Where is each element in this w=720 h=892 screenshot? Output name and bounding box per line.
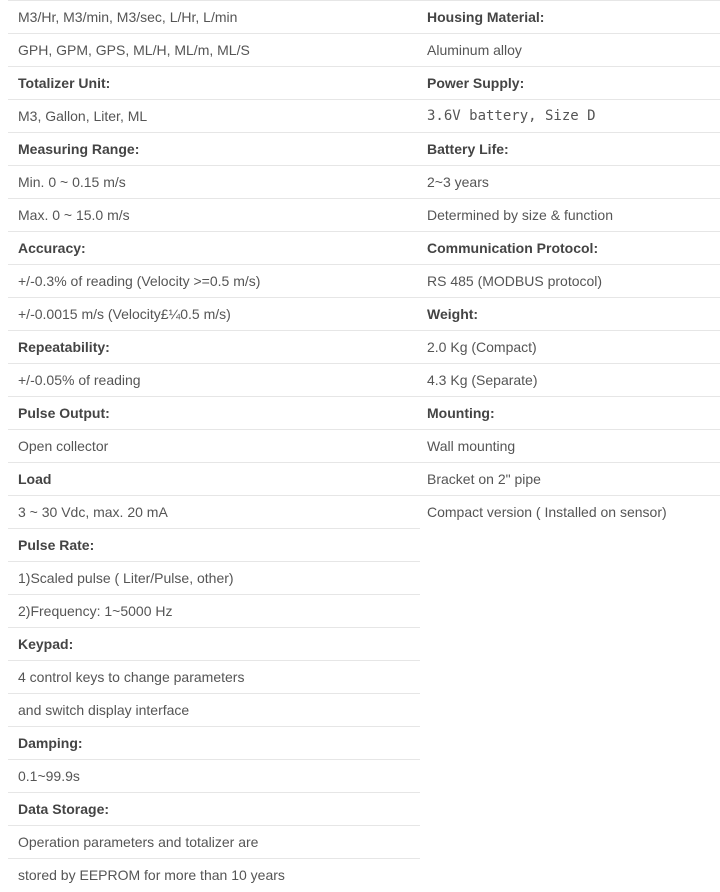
spec-left-value: +/-0.0015 m/s (Velocity£¼0.5 m/s) <box>8 298 420 331</box>
spec-right-heading: Mounting: <box>417 397 720 430</box>
spec-right-value: 2~3 years <box>417 166 720 199</box>
spec-left-value: Operation parameters and totalizer are <box>8 826 420 859</box>
spec-left-heading: Measuring Range: <box>8 133 420 166</box>
spec-left-value: Open collector <box>8 430 420 463</box>
spec-column-left <box>8 0 420 892</box>
spec-right-value: 3.6V battery, Size D <box>417 100 720 133</box>
spec-left-value: stored by EEPROM for more than 10 years <box>18 867 285 883</box>
spec-right-heading: Communication Protocol: <box>417 232 720 265</box>
spec-right-value: Wall mounting <box>417 430 720 463</box>
spec-left-heading: Accuracy: <box>8 232 420 265</box>
spec-right-value: 4.3 Kg (Separate) <box>417 364 720 397</box>
spec-left-value: +/-0.3% of reading (Velocity >=0.5 m/s) <box>8 265 420 298</box>
spec-left-heading: Pulse Rate: <box>8 529 420 562</box>
spec-left-value: GPH, GPM, GPS, ML/H, ML/m, ML/S <box>8 34 420 67</box>
spec-right-value: Determined by size & function <box>417 199 720 232</box>
spec-right-heading: Power Supply: <box>417 67 720 100</box>
spec-left-value: Max. 0 ~ 15.0 m/s <box>8 199 420 232</box>
spec-left-value: and switch display interface <box>8 694 420 727</box>
spec-left-heading: Damping: <box>8 727 420 760</box>
spec-right-heading: Battery Life: <box>417 133 720 166</box>
spec-right-heading: Weight: <box>417 298 720 331</box>
spec-left-heading: Keypad: <box>8 628 420 661</box>
spec-left-value: +/-0.05% of reading <box>8 364 420 397</box>
spec-right-value: Aluminum alloy <box>417 34 720 67</box>
spec-left-value: 3 ~ 30 Vdc, max. 20 mA <box>8 496 420 529</box>
spec-left-heading: Pulse Output: <box>8 397 420 430</box>
spec-left-value: 0.1~99.9s <box>8 760 420 793</box>
spec-left-value: 2)Frequency: 1~5000 Hz <box>8 595 420 628</box>
spec-left-heading: Load <box>8 463 420 496</box>
spec-column-right <box>417 0 720 529</box>
spec-left-value: 1)Scaled pulse ( Liter/Pulse, other) <box>8 562 420 595</box>
spec-left-heading: Repeatability: <box>8 331 420 364</box>
spec-right-value: 2.0 Kg (Compact) <box>417 331 720 364</box>
spec-right-value: Compact version ( Installed on sensor) <box>427 504 667 520</box>
spec-right-value: Bracket on 2" pipe <box>417 463 720 496</box>
spec-right-heading: Housing Material: <box>417 0 720 34</box>
spec-left-heading: Data Storage: <box>8 793 420 826</box>
spec-left-value: M3/Hr, M3/min, M3/sec, L/Hr, L/min <box>8 0 420 34</box>
spec-left-value: Min. 0 ~ 0.15 m/s <box>8 166 420 199</box>
spec-left-value: M3, Gallon, Liter, ML <box>8 100 420 133</box>
spec-right-value: RS 485 (MODBUS protocol) <box>417 265 720 298</box>
spec-left-value: 4 control keys to change parameters <box>8 661 420 694</box>
spec-left-heading: Totalizer Unit: <box>8 67 420 100</box>
